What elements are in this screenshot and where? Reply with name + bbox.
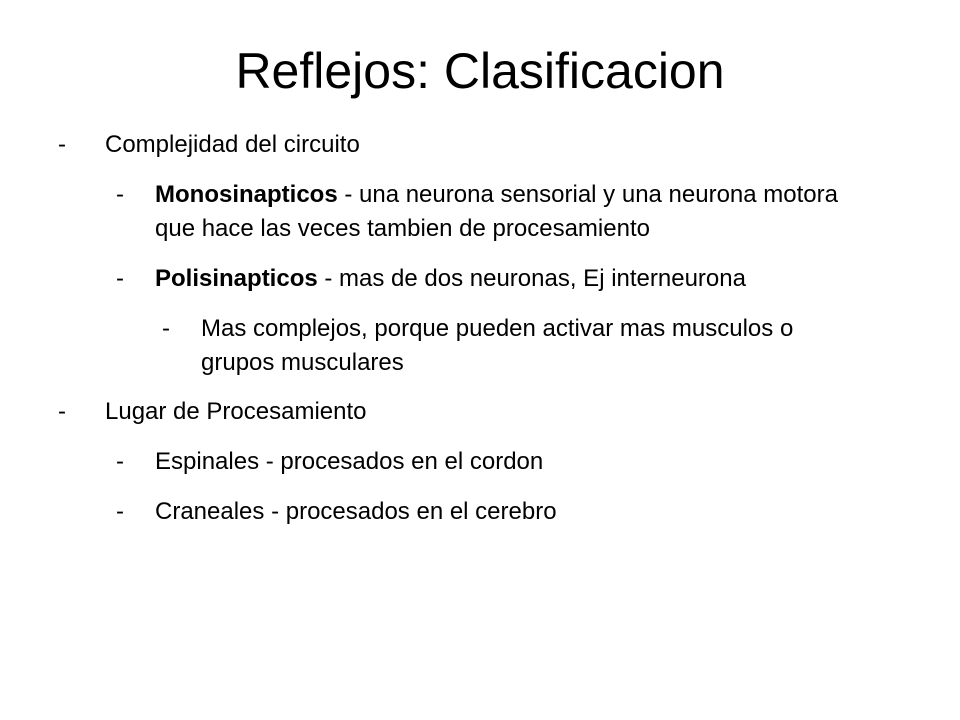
bullet-dash: - xyxy=(58,131,66,158)
bullet-text: - una neurona sensorial y una neurona motora que hace las veces tambien de procesamiento xyxy=(155,181,838,242)
bullet-dash: - xyxy=(116,181,124,208)
bullet-dash: - xyxy=(116,448,124,475)
bullet-text: Espinales - procesados en el cordon xyxy=(155,448,544,475)
bullet-polisinapticos xyxy=(58,262,838,296)
bullet-mas-complejos xyxy=(58,312,838,380)
bullet-complejidad xyxy=(58,128,838,162)
bullet-text: - mas de dos neuronas, Ej interneurona xyxy=(317,265,746,292)
bullet-monosinapticos xyxy=(58,178,838,246)
bullet-espinales xyxy=(58,445,838,479)
bullet-dash: - xyxy=(116,265,124,292)
bullet-text: Lugar de Procesamiento xyxy=(105,398,367,425)
bullet-term: Polisinapticos xyxy=(155,265,318,292)
bullet-dash: - xyxy=(116,498,124,525)
bullet-text: Complejidad del circuito xyxy=(105,131,360,158)
bullet-text: Mas complejos, porque pueden activar mas musculos o grupos musculares xyxy=(201,315,794,376)
slide-body xyxy=(58,128,838,529)
bullet-term: Monosinapticos xyxy=(155,181,338,208)
slide-title: Reflejos: Clasificacion xyxy=(235,43,725,99)
bullet-craneales xyxy=(58,495,838,529)
bullet-text: Craneales - procesados en el cerebro xyxy=(155,498,557,525)
bullet-dash: - xyxy=(58,398,66,425)
bullet-dash: - xyxy=(162,315,170,342)
bullet-lugar xyxy=(58,395,838,429)
